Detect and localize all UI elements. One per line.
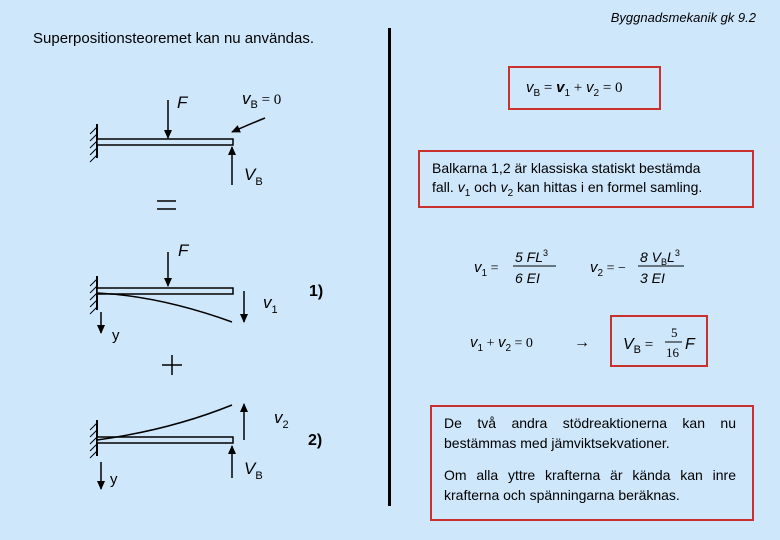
force-label-case1: F	[178, 241, 189, 260]
vb-label: $v_B = 0$	[242, 89, 282, 111]
case1-label: 1)	[309, 283, 324, 300]
box-equilibrium	[430, 405, 754, 521]
box2-line2: fall. $v_1$ och $v_2$ kan hittas i en formel samling.	[432, 179, 703, 199]
plus-sign	[162, 355, 182, 375]
vb-equation: $v_B = v_1 + v_2 = 0$	[526, 79, 623, 99]
y-label-2: y	[110, 471, 118, 488]
case1-deflection-curve	[97, 293, 232, 322]
top-beam-group	[90, 100, 265, 185]
box-vb-result	[610, 315, 708, 367]
box4-para2: Om alla yttre krafterna är kända kan inre krafterna och spänningarna beräknas.	[444, 467, 736, 503]
reaction-label-case2: $V_B$	[244, 459, 263, 482]
formula-sum	[470, 334, 533, 354]
course-header: Byggnadsmekanik gk 9.2	[610, 10, 756, 25]
box-statically-determinate	[418, 150, 754, 208]
case1-beam	[97, 288, 233, 294]
case2-deflection-curve	[97, 405, 232, 440]
v1-label: $v_1$	[263, 293, 278, 316]
svg-text:v1 + v2 = 0: $v_1 + v_2 = 0$	[470, 334, 533, 354]
svg-text:16: 16	[666, 345, 679, 360]
equals-sign	[157, 201, 176, 209]
box-vb-equation	[508, 66, 661, 110]
formula-v2	[590, 248, 684, 286]
svg-text:v1 =: $v_1$ =	[474, 259, 499, 279]
intro-text: Superpositionsteoremet kan nu användas.	[33, 30, 315, 47]
svg-text:8 VBL3: 8 $V_BL^3$	[640, 248, 680, 267]
vb-pointer-arrow	[232, 118, 265, 132]
svg-text:5 FL3: 5 $FL^3$	[515, 248, 549, 265]
v2-label: $v_2$	[274, 408, 289, 431]
reaction-label-top: $V_B$	[244, 165, 263, 188]
svg-text:6 EI: 6 EI	[515, 270, 540, 286]
implies-arrow: →	[574, 334, 590, 351]
force-label-top: F	[177, 93, 188, 112]
formula-v1	[474, 248, 556, 286]
y-label-1: y	[112, 327, 120, 344]
svg-text:3 EI: 3 EI	[640, 270, 665, 286]
top-beam	[97, 139, 233, 145]
svg-text:VB =: $V_B$ =	[623, 336, 654, 356]
case1-beam-group	[90, 252, 244, 333]
box2-line1: Balkarna 1,2 är klassiska statiskt bestämda	[432, 160, 701, 176]
vb-result-formula	[612, 317, 710, 369]
case2-beam	[97, 437, 233, 443]
case2-label: 2)	[308, 432, 323, 449]
svg-text:v2 = −: $v_2$ = −	[590, 259, 626, 279]
box4-para1: De två andra stödreaktionerna kan nu bestämmas med jämviktsekvationer.	[444, 415, 736, 451]
svg-text:F: F	[685, 336, 695, 353]
svg-text:5: 5	[671, 325, 678, 340]
